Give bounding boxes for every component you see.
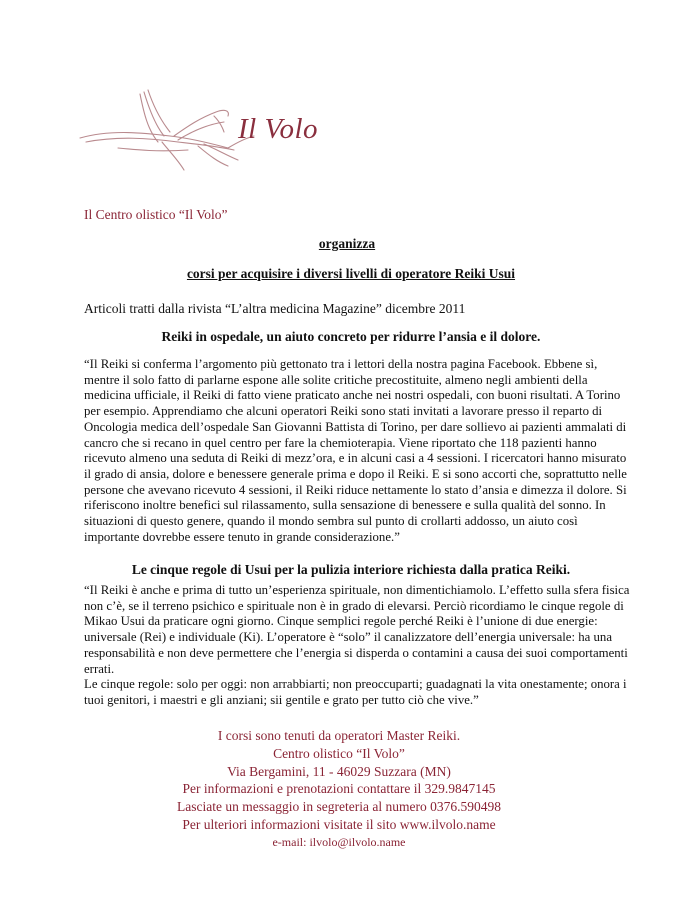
section2-paragraph-2: Le cinque regole: solo per oggi: non arrabbiarti; non preoccuparti; guadagnati la vita onestamente; onora i tuoi genitori, i maestri e gli anziani; sii gentile e grato per tutto ciò che vive.” bbox=[84, 677, 627, 707]
footer-line-teachers: I corsi sono tenuti da operatori Master Reiki. bbox=[217, 728, 461, 743]
section1-heading: Reiki in ospedale, un aiuto concreto per ridurre l’ansia e il dolore. bbox=[161, 329, 541, 344]
logo-text: Il Volo bbox=[238, 113, 319, 145]
footer-line-centro: Centro olistico “Il Volo” bbox=[273, 745, 405, 761]
section1-body: “Il Reiki si conferma l’argomento più gettonato tra i lettori della nostra pagina Facebook. Ebbene sì, mentre il solo fatto di parlarne espone alle solite critiche precostituite, almeno negli ambienti della medicina ufficiale, il Reiki di fatto viene praticato anche nei nostri ospedali, con buoni risultati. A Torino per esempio. Apprendiamo che alcuni operatori Reiki sono stati invitati a lavorare presso il reparto di Oncologia medica dell’ospedale San Giovanni Battista di Torino, per dare sollievo ai pazienti ammalati di cancro che si recano in quel centro per fare la chemioterapia. Viene riportato che 118 pazienti hanno ricevuto almeno una seduta di Reiki di mezz’ora, e in alcuni casi a 4 sessioni. I ricercatori hanno misurato il grado di ansia, dolore e benessere generale prima e dopo il Reiki. E si sono accorti che, soprattutto nelle persone che avevano ricevuto 4 sessioni, il Reiki riduce nettamente lo stato d’ansia e dimezza il dolore. Si riferiscono inoltre benefici sul rilassamento, sulla sensazione di benessere e sulla qualità del sonno. In situazioni di questo genere, quando il mondo sembra sul punto di crollarti addosso, un aiuto così importante dovrebbe essere tenuto in grande considerazione.” bbox=[84, 357, 627, 544]
footer-line-website: Per ulteriori informazioni visitate il sito www.ilvolo.name bbox=[182, 816, 496, 832]
organizza-heading: organizza bbox=[318, 236, 376, 251]
footer-line-address: Via Bergamini, 11 - 46029 Suzzara (MN) bbox=[227, 763, 451, 779]
articoli-source: Articoli tratti dalla rivista “L’altra medicina Magazine” dicembre 2011 bbox=[84, 301, 466, 316]
corsi-heading: corsi per acquisire i diversi livelli di operatore Reiki Usui bbox=[186, 266, 516, 281]
footer-line-phone: Per informazioni e prenotazioni contattare il 329.9847145 bbox=[182, 781, 496, 797]
footer-line-answering: Lasciate un messaggio in segreteria al numero 0376.590498 bbox=[177, 799, 501, 815]
section2-heading: Le cinque regole di Usui per la pulizia interiore richiesta dalla pratica Reiki. bbox=[131, 562, 571, 577]
footer-line-email: e-mail: ilvolo@ilvolo.name bbox=[272, 834, 406, 849]
centro-title: Il Centro olistico “Il Volo” bbox=[84, 207, 228, 222]
contact-footer bbox=[0, 727, 678, 852]
section2-paragraph-1: “Il Reiki è anche e prima di tutto un’esperienza spirituale, non dimentichiamolo. L’effetto sulla sfera fisica non c’è, se il terreno psichico e spirituale non è in grado di elevarsi. Perciò ricordiamo le cinque regole di Mikao Usui da praticare ogni giorno. Cinque semplici regole perché Reiki è l’unione di due energie: universale (Rei) e individuale (Ki). L’operatore è “solo” il canalizzatore dell’energia universale: ha una responsabilità e non deve permettere che l’energia si disperda o contamini a causa dei suoi comportamenti errati. bbox=[84, 583, 630, 676]
section2-body bbox=[84, 583, 632, 709]
